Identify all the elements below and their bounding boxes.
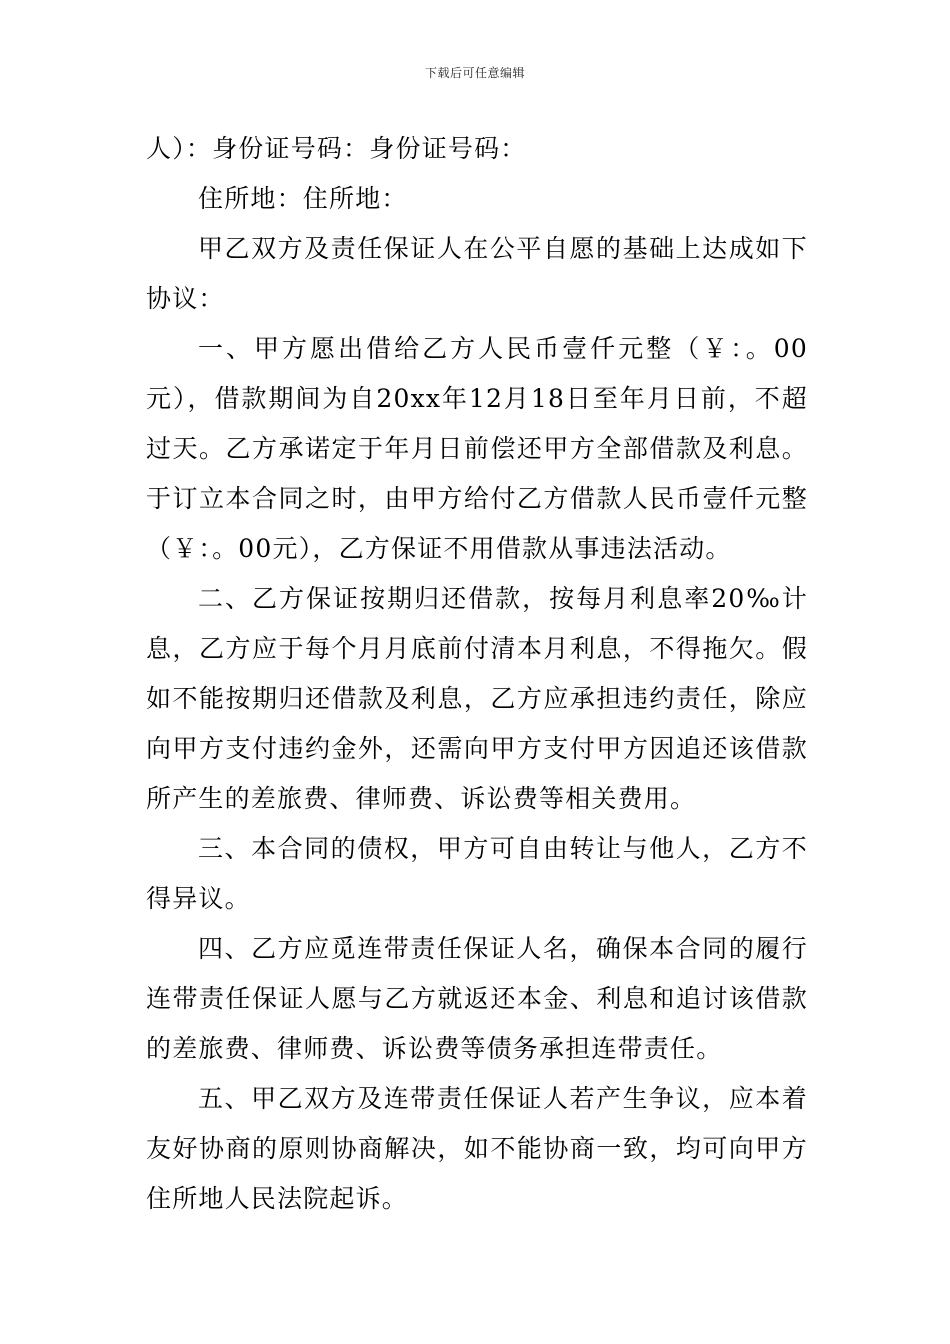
clause-4-guarantor: 四、乙方应觅连带责任保证人名，确保本合同的履行连带责任保证人愿与乙方就返还本金、利息和追讨该借款的差旅费、律师费、诉讼费等债务承担连带责任。 bbox=[146, 934, 808, 1063]
paragraph-agreement-intro: 甲乙双方及责任保证人在公平自愿的基础上达成如下协议： bbox=[146, 234, 808, 313]
paragraph-addresses: 住所地：住所地： bbox=[198, 184, 408, 213]
clause-1-loan-amount: 一、甲方愿出借给乙方人民币壹仟元整（￥：。00元），借款期间为自20xx年12月18日至年月日前，不超过天。乙方承诺定于年月日前偿还甲方全部借款及利息。于订立本合同之时，由甲方给付乙方借款人民币壹仟元整（￥：。00元），乙方保证不用借款从事违法活动。 bbox=[146, 334, 808, 563]
clause-2-repayment: 二、乙方保证按期归还借款，按每月利息率20‰计息，乙方应于每个月月底前付清本月利息，不得拖欠。假如不能按期归还借款及利息，乙方应承担违约责任，除应向甲方支付违约金外，还需向甲方支付甲方因追还该借款所产生的差旅费、律师费、诉讼费等相关费用。 bbox=[146, 584, 808, 813]
page-header-note: 下载后可任意编辑 bbox=[424, 66, 525, 80]
clause-3-transfer: 三、本合同的债权，甲方可自由转让与他人，乙方不得异议。 bbox=[146, 834, 808, 913]
paragraph-id-numbers: 人）：身份证号码：身份证号码： bbox=[146, 134, 527, 163]
clause-5-dispute: 五、甲乙双方及连带责任保证人若产生争议，应本着友好协商的原则协商解决，如不能协商一致，均可向甲方住所地人民法院起诉。 bbox=[146, 1084, 808, 1213]
document-body bbox=[146, 124, 808, 1224]
